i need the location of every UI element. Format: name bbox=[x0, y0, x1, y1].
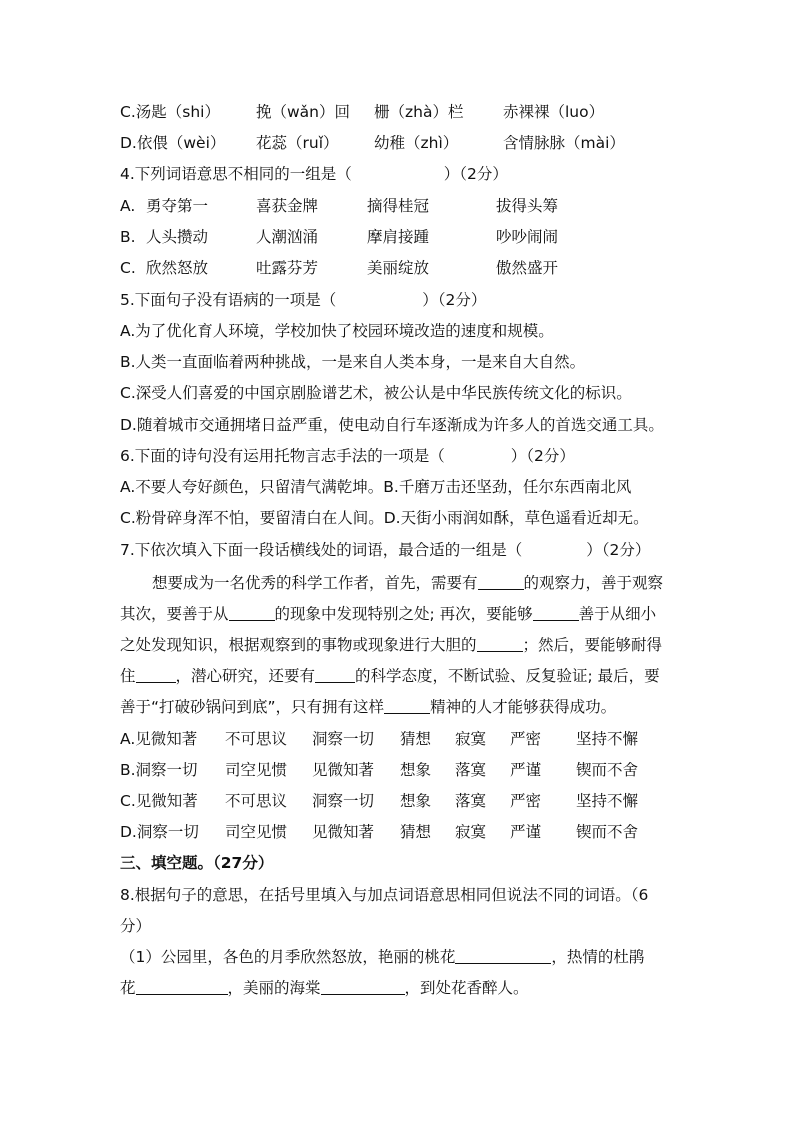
q4-option-b-label: B. bbox=[120, 228, 136, 246]
q5-stem bbox=[120, 290, 486, 310]
q7-p5-text-a: 善于“打破砂锅问到底”，只有拥有这样 bbox=[120, 698, 385, 716]
q7-option-d-word6: 严谨 bbox=[510, 823, 542, 841]
q4-option-a-word2: 喜获金牌 bbox=[256, 197, 319, 215]
q7-option-d-word2: 司空见惯 bbox=[225, 823, 288, 841]
q8-sub1-text-c: 花 bbox=[120, 979, 136, 997]
q6-stem-score: ）（2分） bbox=[510, 447, 575, 465]
q7-option-a-word7: 坚持不懈 bbox=[576, 730, 639, 748]
q6-options-line1: A.不要人夸好颜色，只留清气满乾坤。B.千磨万击还坚劲，任尔东西南北风 bbox=[120, 478, 632, 496]
q6-stem-text: 6.下面的诗句没有运用托物言志手法的一项是（ bbox=[120, 447, 445, 465]
q7-option-b-word2: 司空见惯 bbox=[225, 761, 288, 779]
q4-option-b-word1: 人头攒动 bbox=[146, 228, 209, 246]
q4-option-b-word3: 摩肩接踵 bbox=[367, 228, 430, 246]
q7-option-d-word5: 寂寞 bbox=[455, 823, 487, 841]
q7-option-c-word2: 不可思议 bbox=[225, 792, 288, 810]
q7-passage-line2 bbox=[120, 604, 656, 624]
q7-blank-2[interactable] bbox=[229, 605, 275, 621]
q4-option-a-word4: 拔得头筹 bbox=[496, 197, 559, 215]
section-3-title: 三、填空题。（27分） bbox=[120, 854, 274, 872]
q7-option-b-word4: 想象 bbox=[400, 761, 432, 779]
q7-stem-score: ）（2分） bbox=[586, 541, 651, 559]
q8-sub1-text-b: ，热情的杜鹃 bbox=[551, 948, 645, 966]
q8-stem-line2: 分） bbox=[120, 917, 152, 935]
q7-option-d-word7: 锲而不舍 bbox=[576, 823, 639, 841]
q7-option-d-word1: D.洞察一切 bbox=[120, 823, 199, 841]
q7-option-c-word3: 洞察一切 bbox=[312, 792, 375, 810]
q7-passage-line5 bbox=[120, 697, 616, 717]
q7-option-a-word6: 严密 bbox=[510, 730, 542, 748]
q4-stem bbox=[120, 164, 508, 184]
q7-p2-text-c: 善于从细小 bbox=[578, 605, 657, 623]
q3-option-d-word1: D.依偎（wèi） bbox=[120, 134, 226, 152]
q8-sub1-text-d: ，美丽的海棠 bbox=[227, 979, 321, 997]
q7-p3-text-b: ；然后，要能够耐得 bbox=[522, 636, 663, 654]
q7-option-a-word3: 洞察一切 bbox=[312, 730, 375, 748]
q8-sub1-text-e: ，到处花香醉人。 bbox=[404, 979, 529, 997]
q7-option-b-word3: 见微知著 bbox=[312, 761, 375, 779]
q7-p2-text-a: 其次，要善于从 bbox=[120, 605, 229, 623]
q4-option-c-word3: 美丽绽放 bbox=[367, 259, 430, 277]
q7-blank-1[interactable] bbox=[478, 574, 524, 590]
q4-stem-text: 4.下列词语意思不相同的一组是（ bbox=[120, 165, 352, 183]
q7-stem bbox=[120, 540, 650, 560]
q7-blank-4[interactable] bbox=[477, 636, 523, 652]
q7-option-b-word7: 锲而不舍 bbox=[576, 761, 639, 779]
q4-option-a-label: A. bbox=[120, 197, 136, 215]
q4-option-a-word3: 摘得桂冠 bbox=[367, 197, 430, 215]
q3-option-c-word1: C.汤匙（shi） bbox=[120, 103, 220, 121]
q5-stem-score: ）（2分） bbox=[422, 291, 487, 309]
q7-blank-3[interactable] bbox=[533, 605, 579, 621]
q8-sub1-text-a: （1）公园里，各色的月季欣然怒放，艳丽的桃花 bbox=[120, 948, 456, 966]
q7-option-c-word4: 想象 bbox=[400, 792, 432, 810]
q7-passage-line1 bbox=[152, 573, 663, 593]
q7-blank-6[interactable] bbox=[315, 667, 355, 683]
q7-option-c-word7: 坚持不懈 bbox=[576, 792, 639, 810]
q3-option-c-word3: 栅（zhà）栏 bbox=[374, 103, 464, 121]
q7-option-b-word6: 严谨 bbox=[510, 761, 542, 779]
q7-option-d-word3: 见微知著 bbox=[312, 823, 375, 841]
q3-option-d-word3: 幼稚（zhì） bbox=[374, 134, 459, 152]
q5-option-b: B.人类一直面临着两种挑战，一是来自人类本身，一是来自大自然。 bbox=[120, 353, 586, 371]
q4-option-c-word1: 欣然怒放 bbox=[146, 259, 209, 277]
q5-option-c: C.深受人们喜爱的中国京剧脸谱艺术，被公认是中华民族传统文化的标识。 bbox=[120, 384, 632, 402]
q7-passage-line3 bbox=[120, 635, 662, 655]
q7-option-a-word1: A.见微知著 bbox=[120, 730, 198, 748]
q7-stem-text: 7.下依次填入下面一段话横线处的词语，最合适的一组是（ bbox=[120, 541, 523, 559]
q7-option-a-word4: 猜想 bbox=[400, 730, 432, 748]
q8-blank-1[interactable] bbox=[455, 948, 551, 964]
q7-p3-text-a: 之处发现知识，根据观察到的事物或现象进行大胆的 bbox=[120, 636, 477, 654]
q8-blank-2[interactable] bbox=[136, 979, 228, 995]
q4-option-a-word1: 勇夺第一 bbox=[146, 197, 209, 215]
q7-option-a-word2: 不可思议 bbox=[225, 730, 288, 748]
q7-p4-text-b: ，潜心研究，还要有 bbox=[175, 667, 316, 685]
q5-option-a: A.为了优化育人环境，学校加快了校园环境改造的速度和规模。 bbox=[120, 322, 554, 340]
q4-stem-score: ）（2分） bbox=[443, 165, 508, 183]
q7-option-b-word1: B.洞察一切 bbox=[120, 761, 198, 779]
q7-p4-text-a: 住 bbox=[120, 667, 136, 685]
q4-option-b-word2: 人潮汹涌 bbox=[256, 228, 319, 246]
q7-option-b-word5: 落寞 bbox=[455, 761, 487, 779]
q7-option-c-word5: 落寞 bbox=[455, 792, 487, 810]
q8-sub1-line1 bbox=[120, 947, 644, 967]
q7-option-d-word4: 猜想 bbox=[400, 823, 432, 841]
q7-option-c-word6: 严密 bbox=[510, 792, 542, 810]
q6-stem bbox=[120, 446, 575, 466]
q7-option-c-word1: C.见微知著 bbox=[120, 792, 198, 810]
q3-option-c-word2: 挽（wǎn）回 bbox=[256, 103, 350, 121]
q8-stem-line1: 8.根据句子的意思，在括号里填入与加点词语意思相同但说法不同的词语。（6 bbox=[120, 886, 649, 904]
q7-option-a-word5: 寂寞 bbox=[455, 730, 487, 748]
q4-option-c-word4: 傲然盛开 bbox=[496, 259, 559, 277]
q4-option-c-label: C. bbox=[120, 259, 136, 277]
q7-passage-line4 bbox=[120, 666, 660, 686]
q7-p1-text-a: 想要成为一名优秀的科学工作者，首先，需要有 bbox=[152, 574, 478, 592]
q7-p5-text-b: 精神的人才能够获得成功。 bbox=[430, 698, 617, 716]
q8-sub1-line2 bbox=[120, 978, 529, 998]
q6-options-line2: C.粉骨碎身浑不怕，要留清白在人间。D.天街小雨润如酥，草色遥看近却无。 bbox=[120, 509, 649, 527]
q3-option-d-word2: 花蕊（ruǐ） bbox=[256, 134, 339, 152]
q5-stem-text: 5.下面句子没有语病的一项是（ bbox=[120, 291, 337, 309]
q3-option-d-word4: 含情脉脉（mài） bbox=[503, 134, 625, 152]
q7-p2-text-b: 的现象中发现特别之处; 再次，要能够 bbox=[274, 605, 533, 623]
q7-p1-text-b: 的观察力，善于观察 bbox=[523, 574, 664, 592]
q4-option-c-word2: 吐露芬芳 bbox=[256, 259, 319, 277]
q7-blank-5[interactable] bbox=[136, 667, 176, 683]
q7-p4-text-c: 的科学态度，不断试验、反复验证; 最后，要 bbox=[355, 667, 660, 685]
q4-option-b-word4: 吵吵闹闹 bbox=[496, 228, 559, 246]
q3-option-c-word4: 赤裸裸（luo） bbox=[503, 103, 605, 121]
q5-option-d: D.随着城市交通拥堵日益严重，使电动自行车逐渐成为许多人的首选交通工具。 bbox=[120, 416, 664, 434]
q8-blank-3[interactable] bbox=[321, 979, 405, 995]
q7-blank-7[interactable] bbox=[384, 698, 430, 714]
